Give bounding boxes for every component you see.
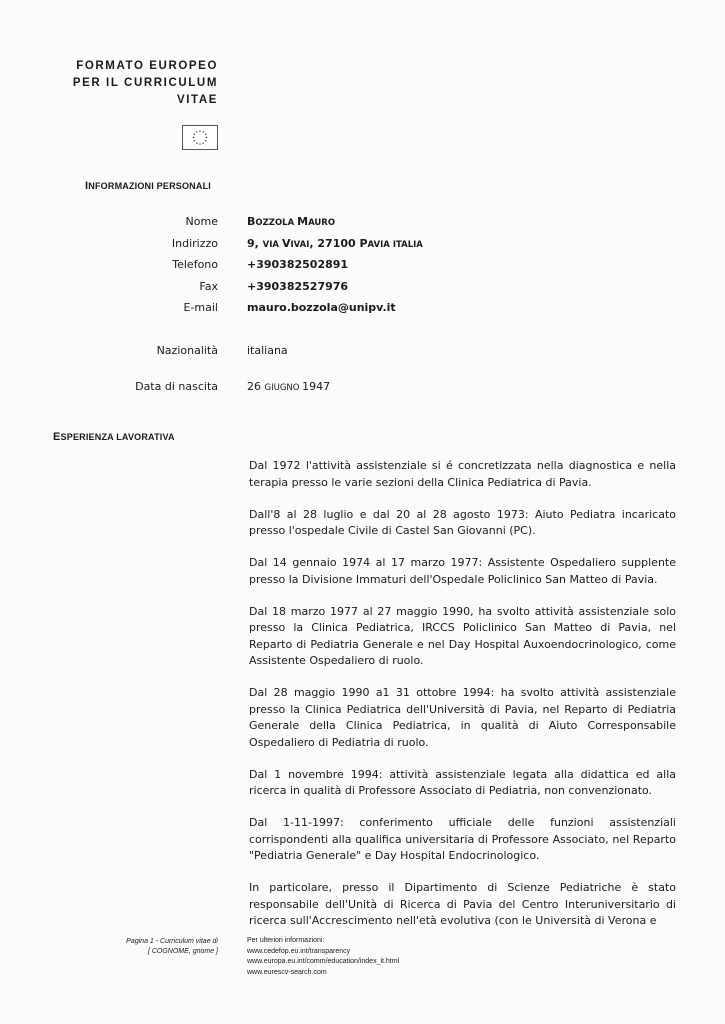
address-value: 9, VIA VIVAI, 27100 PAVIA ITALIA [247,237,423,250]
footer-link[interactable]: www.europa.eu.int/comm/education/index_it.html [247,958,400,965]
footer-page-label: Pagina 1 - Curriculum vitae di [126,938,218,945]
page-footer-left [60,937,218,957]
experience-paragraph: Dal 14 gennaio 1974 al 17 marzo 1977: Assistente Ospedaliero supplente presso la Divisione Immaturi dell'Ospedale Policlinico San Matteo di Pavia. [249,556,676,586]
flag-star [194,134,196,136]
address-label: Indirizzo [171,237,218,250]
experience-paragraph: In particolare, presso il Dipartimento di Scienze Pediatriche è stato responsabile dell'Unità di Ricerca di Pavia del Centro Interuniversitario di ricerca sull'Accrescimento nell'età evolutiva (con le Università di Verona e [249,881,676,927]
fax-value: +390382527976 [247,280,349,293]
fax-label: Fax [199,280,218,293]
birthdate-value: 26 GIUGNO 1947 [247,380,331,393]
footer-name-placeholder: [ COGNOME, gnome ] [147,948,218,955]
experience-heading-initial: E [53,431,61,443]
work-experience-body [249,458,676,945]
name-label: Nome [185,215,218,228]
eu-flag-icon [182,125,218,150]
personal-heading-initial: I [85,180,89,192]
flag-star [196,131,198,133]
flag-star [194,140,196,142]
footer-link[interactable]: www.cedefop.eu.int/transparency [247,947,351,955]
flag-star [205,140,207,142]
flag-star [206,137,208,139]
nationality-label: Nazionalità [156,344,218,357]
page-footer-right [247,936,507,978]
document-title [40,58,218,109]
footer-info-heading: Per ulteriori informazioni: [247,937,325,944]
experience-paragraph: Dal 1-11-1997: conferimento ufficiale delle funzioni assistenziali corrispondenti alla qualifica universitaria di Professore Associato, nel Reparto "Pediatria Generale" e Day Hospital Endocrinologico. [249,816,676,862]
experience-paragraph: Dal 28 maggio 1990 a1 31 ottobre 1994: ha svolto attività assistenziale presso la Clinica Pediatrica dell'Università di Pavia, nel Reparto di Pediatria Generale della Clinica Pediatrica, in qualità di Aiuto Corresponsabile Ospedaliero di Pediatria di ruolo. [249,686,676,749]
flag-star [193,137,195,139]
flag-star [205,134,207,136]
experience-paragraph: Dal 1 novembre 1994: attività assistenziale legata alla didattica ed alla ricerca in qualità di Professore Associato di Pediatria, non convenzionato. [249,767,676,797]
phone-value: +390382502891 [247,258,349,271]
flag-star [203,131,205,133]
work-experience-heading [53,431,175,443]
flag-star [199,143,201,145]
flag-star [203,142,205,144]
flag-star [196,142,198,144]
email-value: mauro.bozzola@unipv.it [247,301,396,314]
experience-heading-rest: SPERIENZA LAVORATIVA [60,432,175,442]
title-line-2: PER IL CURRICULUM [72,77,218,89]
title-line-1: FORMATO EUROPEO [76,60,218,72]
nationality-value: italiana [247,344,288,357]
experience-paragraph: Dal 1972 l'attività assistenziale si é concretizzata nella diagnostica e nella terapia presso le varie sezioni della Clinica Pediatrica di Pavia. [249,459,676,489]
title-line-3: VITAE [176,94,218,106]
name-value: BOZZOLA MAURO [247,215,336,228]
phone-label: Telefono [172,258,218,271]
experience-paragraph: Dall'8 al 28 luglio e dal 20 al 28 agosto 1973: Aiuto Pediatra incaricato presso l'ospedale Civile di Castel San Giovanni (PC). [249,507,676,537]
personal-heading-rest: NFORMAZIONI PERSONALI [88,181,211,191]
experience-paragraph: Dal 18 marzo 1977 al 27 maggio 1990, ha svolto attività assistenziale solo presso la Clinica Pediatrica, IRCCS Policlinico San Matteo di Pavia, nel Reparto di Pediatria Generale e nel Day Hospital Auxoendocrinologico, come Assistente Ospedaliero di ruolo. [249,604,676,667]
footer-link[interactable]: www.eurescv-search.com [247,968,327,976]
personal-info-heading [85,180,211,192]
flag-star [199,130,201,132]
birthdate-label: Data di nascita [135,380,218,393]
email-label: E-mail [183,301,218,314]
